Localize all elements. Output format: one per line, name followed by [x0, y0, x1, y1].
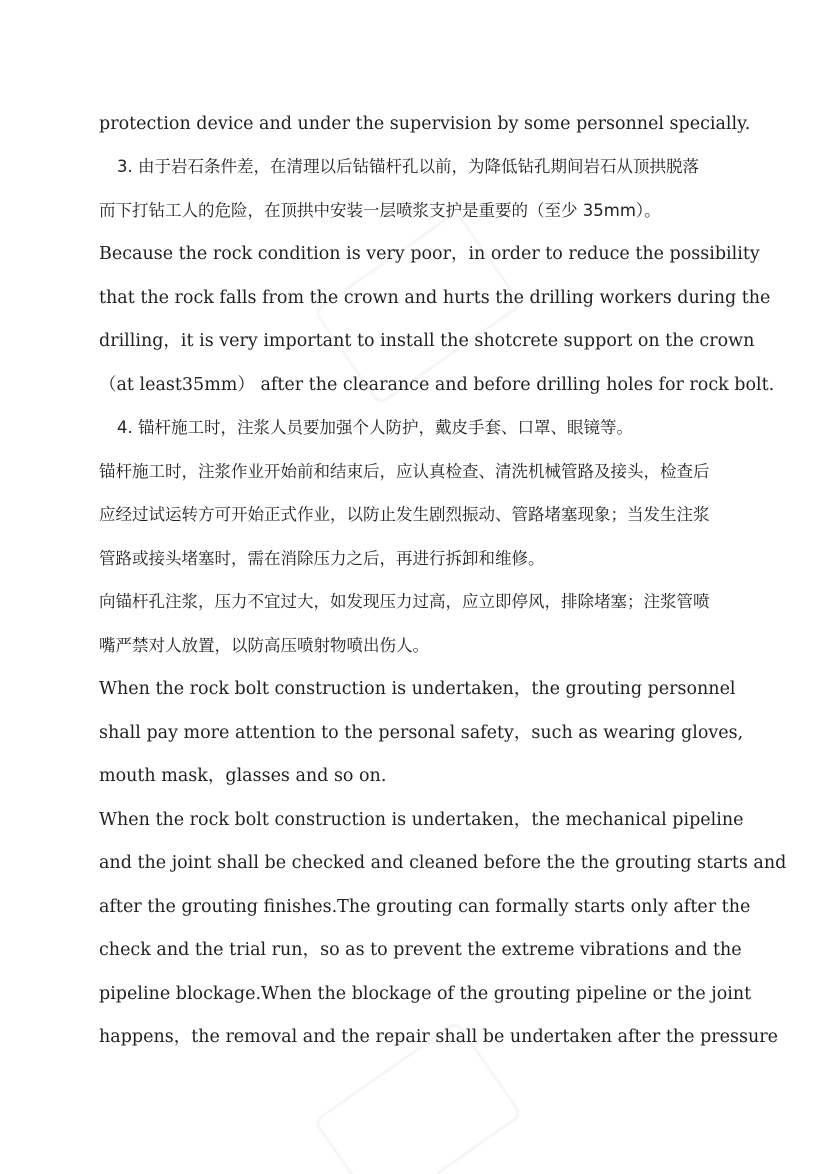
text-line: 锚杆施工时，注浆作业开始前和结束后，应认真检查、清洗机械管路及接头，检查后 — [99, 462, 710, 481]
text-line: 嘴严禁对人放置，以防高压喷射物喷出伤人。 — [99, 636, 429, 655]
text-line: When the rock bolt construction is undertaken，the grouting personnel — [99, 679, 736, 699]
text-line: happens，the removal and the repair shall be undertaken after the pressure — [99, 1027, 778, 1047]
text-line: 应经过试运转方可开始正式作业，以防止发生剧烈振动、管路堵塞现象；当发生注浆 — [99, 505, 710, 524]
text-line: drilling，it is very important to install the shotcrete support on the crown — [99, 331, 755, 351]
text-line: check and the trial run，so as to prevent the extreme vibrations and the — [99, 940, 742, 960]
text-line: 而下打钻工人的危险，在顶拱中安装一层喷浆支护是重要的（至少 35mm）。 — [99, 201, 661, 220]
text-line: mouth mask，glasses and so on. — [99, 766, 387, 786]
numbered-item-3: 3. 由于岩石条件差，在清理以后钻锚杆孔以前，为降低钻孔期间岩石从顶拱脱落 — [117, 157, 699, 176]
text-line: 管路或接头堵塞时，需在消除压力之后，再进行拆卸和维修。 — [99, 549, 545, 568]
text-line: pipeline blockage.When the blockage of the grouting pipeline or the joint — [99, 984, 752, 1004]
text-line: Because the rock condition is very poor，in order to reduce the possibility — [99, 244, 760, 264]
text-line: 向锚杆孔注浆，压力不宜过大，如发现压力过高，应立即停风，排除堵塞；注浆管喷 — [99, 592, 710, 611]
text-line: that the rock falls from the crown and hurts the drilling workers during the — [99, 288, 771, 308]
text-line: and the joint shall be checked and cleaned before the the grouting starts and — [99, 853, 787, 873]
text-line: （at least35mm） after the clearance and before drilling holes for rock bolt. — [99, 375, 775, 395]
text-line: protection device and under the supervision by some personnel specially. — [99, 114, 751, 134]
numbered-item-4: 4. 锚杆施工时，注浆人员要加强个人防护，戴皮手套、口罩、眼镜等。 — [117, 418, 633, 437]
text-line: after the grouting finishes.The grouting can formally starts only after the — [99, 897, 751, 917]
text-line: When the rock bolt construction is undertaken，the mechanical pipeline — [99, 810, 744, 830]
text-line: shall pay more attention to the personal safety，such as wearing gloves, — [99, 723, 744, 743]
